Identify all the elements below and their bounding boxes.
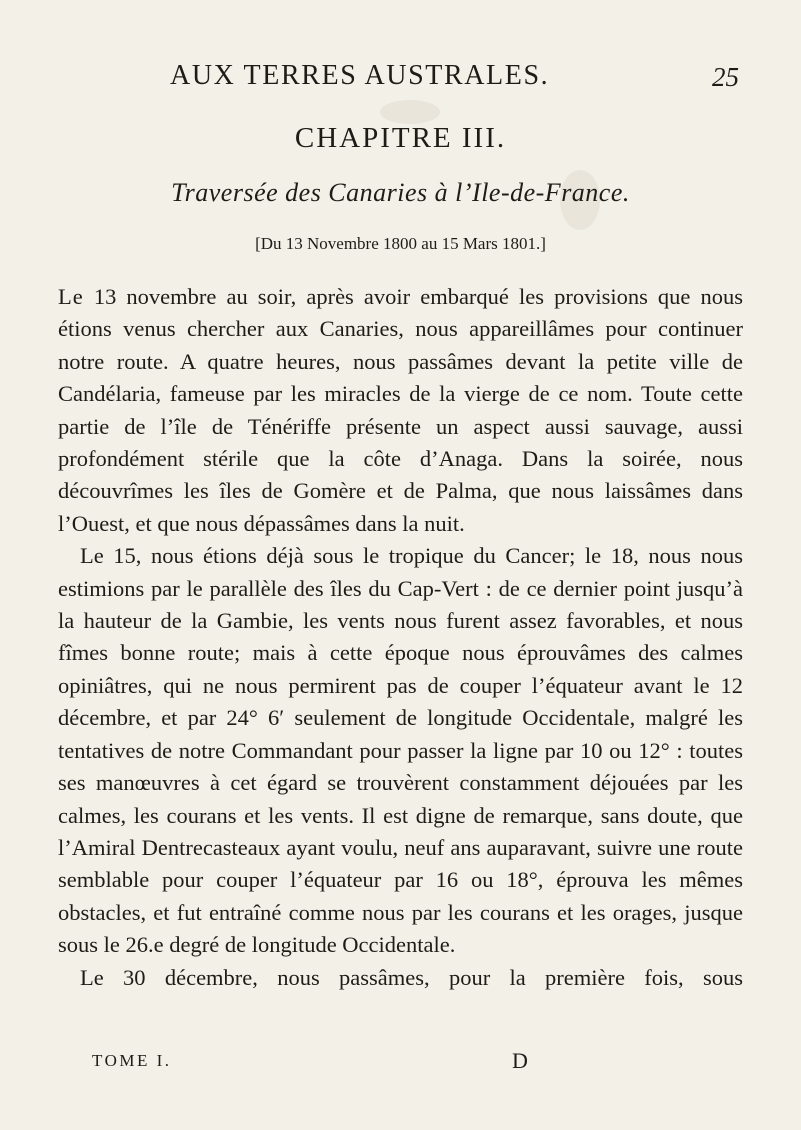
paragraph-first-word: Le [58,284,84,309]
page-number: 25 [712,62,739,92]
paper-stain [380,100,440,124]
page-footer [0,1048,801,1081]
body-text [58,281,743,994]
running-title: AUX TERRES AUSTRALES. [170,60,550,91]
date-range: [Du 13 Novembre 1800 au 15 Mars 1801.] [255,234,546,253]
paragraph-text: 13 novembre au soir, après avoir embarqué les provisions que nous étions venus chercher aux Canaries, nous appareillâmes pour continuer notre route. A quatre heures, nous passâmes devant la petite ville de Candélaria, fameuse par les miracles de la vierge de ce nom. Toute cette partie de l’île de Ténériffe présente un aspect aussi sauvage, aussi profondément stérile que la côte d’Anaga. Dans la soirée, nous découvrîmes les îles de Gomère et de Palma, que nous laissâmes dans l’Ouest, et que nous dépassâmes dans la nuit. [58,284,743,536]
volume-label: TOME I. [92,1051,172,1070]
chapter-title: CHAPITRE III. [294,122,507,154]
running-head [0,60,801,96]
chapter-subtitle: Traversée des Canaries à l’Ile-de-France. [171,178,630,207]
paragraph-1 [58,281,743,540]
paragraph-3: Le 30 décembre, nous passâmes, pour la première fois, sous [80,964,743,990]
signature-mark: D [512,1048,528,1073]
paragraph-2: Le 15, nous étions déjà sous le tropique du Cancer; le 18, nous nous estimions par le parallèle des îles du Cap-Vert : de ce dernier point jusqu’à la hauteur de la Gambie, les vents nous furent assez favorables, et nous fîmes bonne route; mais à cette époque nous éprouvâmes des calmes opiniâtres, qui ne nous permirent pas de couper l’équateur avant le 12 décembre, et par 24° 6′ seulement de longitude Occidentale, malgré les tentatives de notre Commandant pour passer la ligne par 10 ou 12° : toutes ses manœuvres à cet égard se trouvèrent constamment déjouées par les calmes, les courans et les vents. Il est digne de remarque, sans doute, que l’Amiral Dentrecasteaux ayant voulu, neuf ans auparavant, suivre une route semblable pour couper l’équateur par 16 ou 18°, éprouva les mêmes obstacles, et fut entraîné comme nous par les courans et les orages, jusque sous le 26.e degré de longitude Occidentale. [58,543,743,958]
